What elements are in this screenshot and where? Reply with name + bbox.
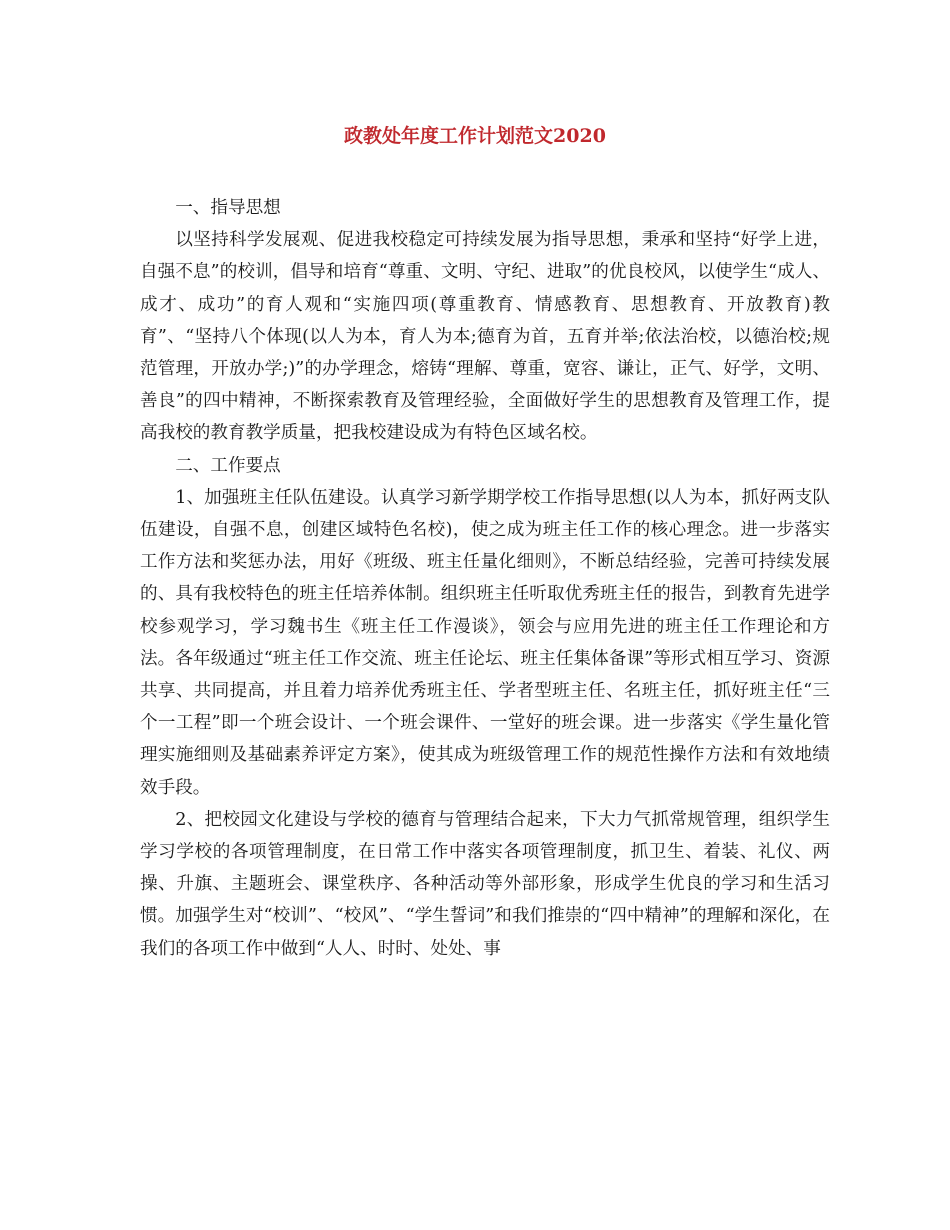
section-heading-guiding-ideology: 一、指导思想	[175, 198, 281, 218]
document-body	[140, 192, 830, 965]
paragraph-point-2: 2、把校园文化建设与学校的德育与管理结合起来，下大力气抓常规管理，组织学生学习学校的各项管理制度，在日常工作中落实各项管理制度，抓卫生、着装、礼仪、两操、升旗、主题班会、课堂秩序、各种活动等外部形象，形成学生优良的学习和生活习惯。加强学生对“校训”、“校风”、“学生誓词”和我们推崇的“四中精神”的理解和深化，在我们的各项工作中做到“人人、时时、处处、事	[140, 809, 830, 959]
paragraph-guiding-ideology: 以坚持科学发展观、促进我校稳定可持续发展为指导思想，秉承和坚持“好学上进，自强不息”的校训，倡导和培育“尊重、文明、守纪、进取”的优良校风，以使学生“成人、成才、成功”的育人观和“实施四项(尊重教育、情感教育、思想教育、开放教育)教育”、“坚持八个体现(以人为本，育人为本;德育为首，五育并举;依法治校，以德治校;规范管理，开放办学;)”的办学理念，熔铸“理解、尊重，宽容、谦让，正气、好学，文明、善良”的四中精神，不断探索教育及管理经验，全面做好学生的思想教育及管理工作，提高我校的教育教学质量，把我校建设成为有特色区域名校。	[140, 230, 830, 444]
section-heading-work-points: 二、工作要点	[175, 455, 281, 476]
paragraph-point-1: 1、加强班主任队伍建设。认真学习新学期学校工作指导思想(以人为本，抓好两支队伍建设，自强不息，创建区域特色名校)，使之成为班主任工作的核心理念。进一步落实工作方法和奖惩办法，用好《班级、班主任量化细则》，不断总结经验，完善可持续发展的、具有我校特色的班主任培养体制。组织班主任听取优秀班主任的报告，到教育先进学校参观学习，学习魏书生《班主任工作漫谈》，领会与应用先进的班主任工作理论和方法。各年级通过“班主任工作交流、班主任论坛、班主任集体备课”等形式相互学习、资源共享、共同提高，并且着力培养优秀班主任、学者型班主任、名班主任，抓好班主任“三个一工程”即一个班会设计、一个班会课件、一堂好的班会课。进一步落实《学生量化管理实施细则及基础素养评定方案》，使其成为班级管理工作的规范性操作方法和有效地绩效手段。	[140, 487, 830, 798]
document-title: 政教处年度工作计划范文2020	[344, 125, 606, 147]
